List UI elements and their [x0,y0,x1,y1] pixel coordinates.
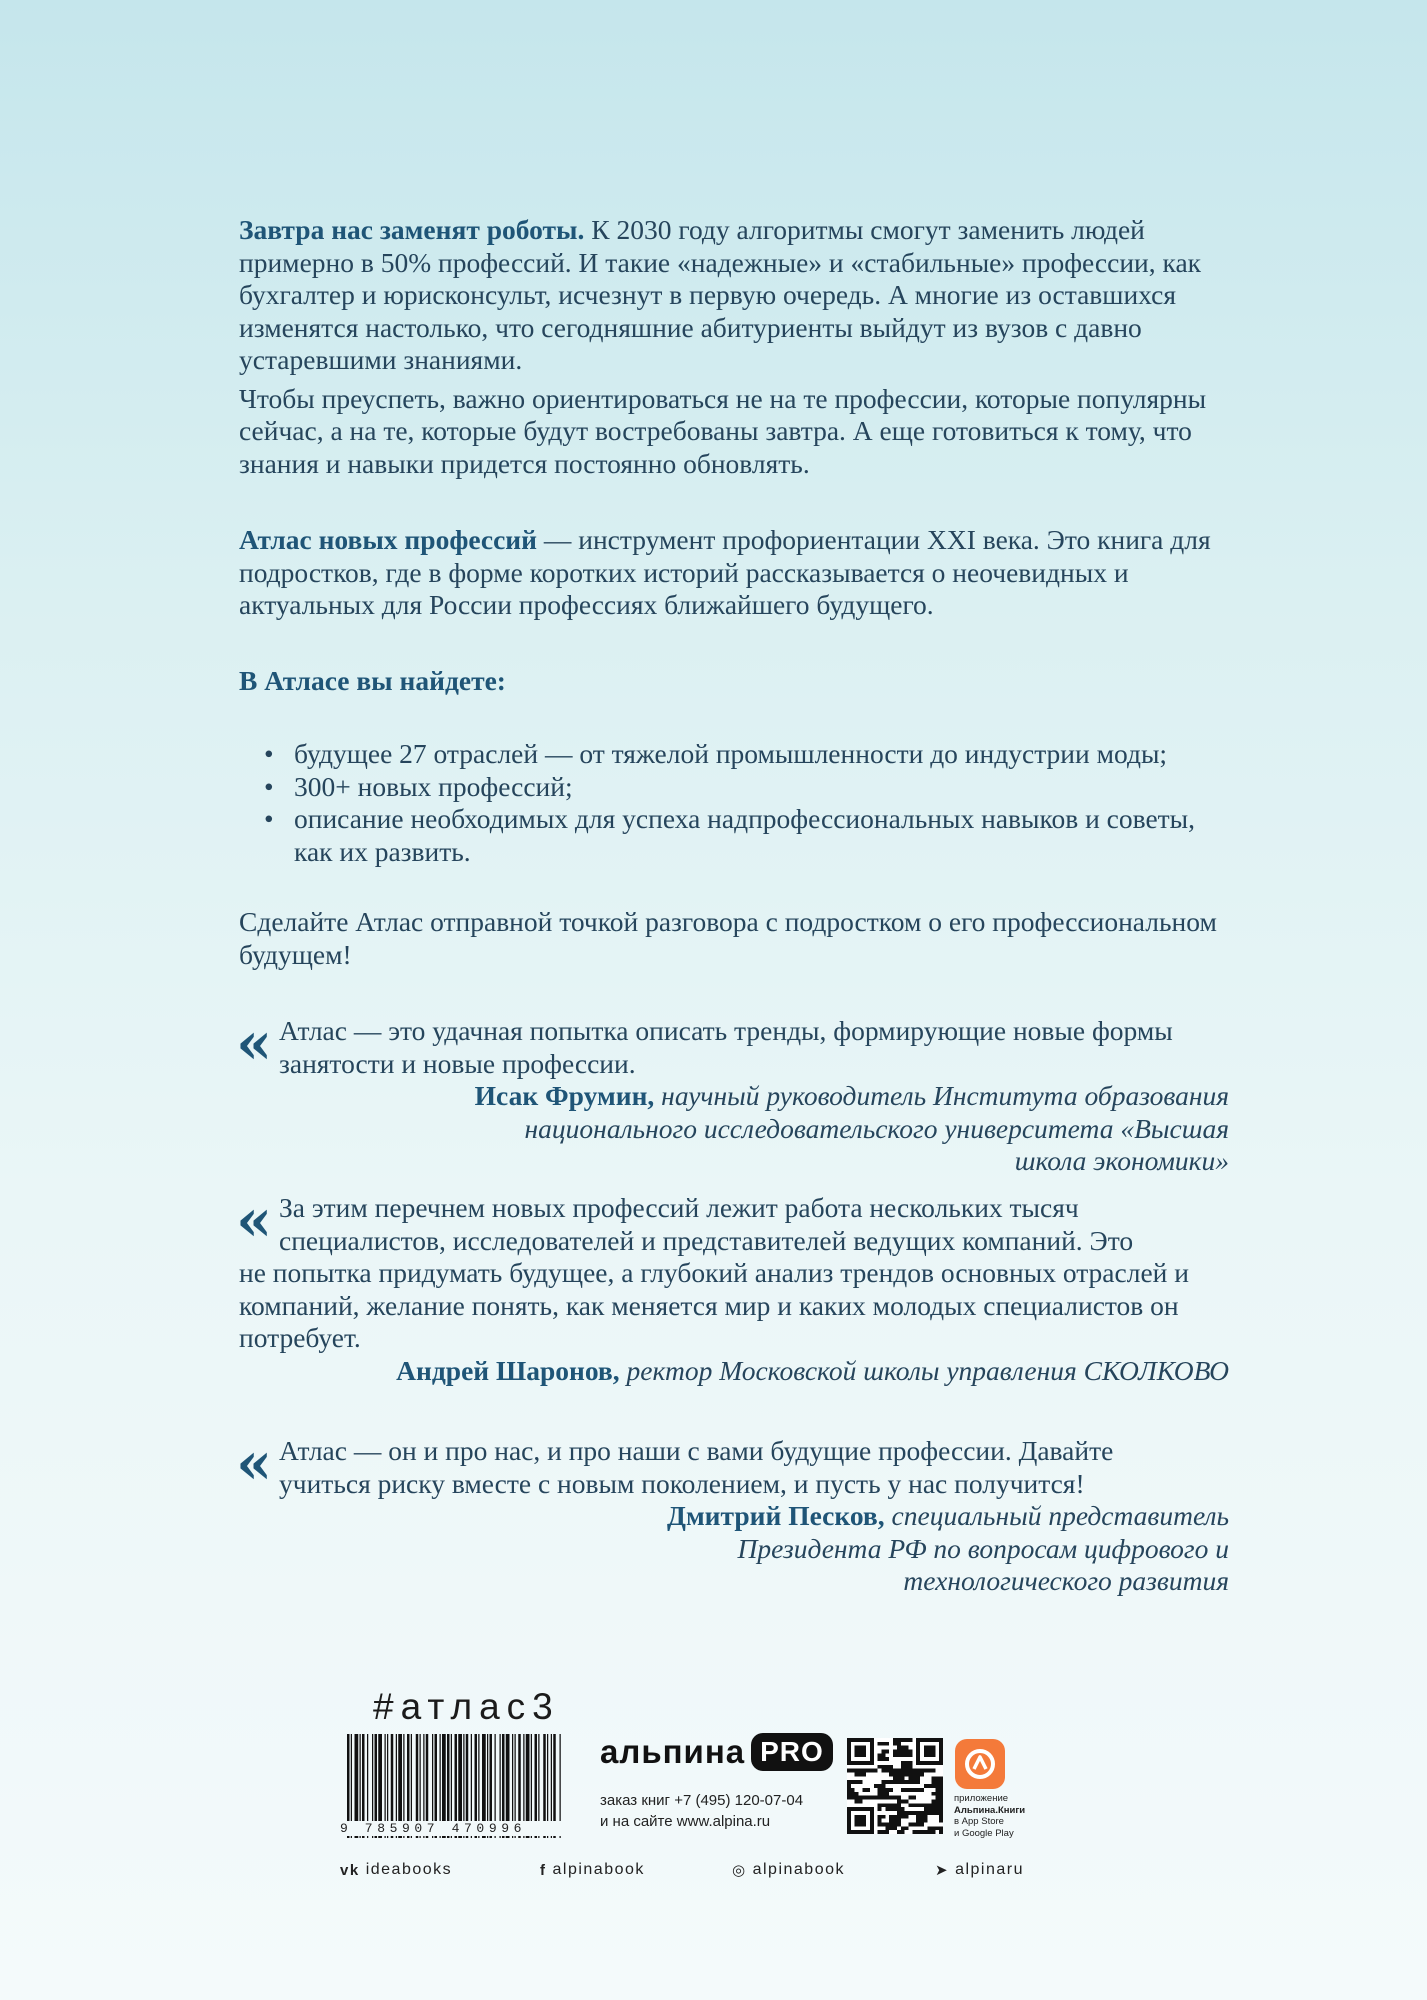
pro-badge: PRO [751,1733,833,1771]
cta-text: Сделайте Атлас отправной точкой разговора с подростком о его профессиональном будущем! [239,906,1217,970]
atlas-description [239,524,1229,622]
quote-role: специальный представитель Президента РФ по вопросам цифрового и технологического развития [737,1500,1229,1596]
publisher-logo: альпина PRO [600,1733,833,1771]
quote-attribution [239,1080,1229,1178]
social-facebook[interactable]: f alpinabook [540,1861,645,1879]
facebook-icon: f [540,1861,547,1879]
vk-icon: vk [340,1861,360,1879]
quote-attribution [239,1500,1229,1598]
order-website: и на сайте www.alpina.ru [600,1813,771,1830]
quote-author: Исак Фрумин, [474,1080,655,1111]
quote-frumin [236,1009,1229,1178]
atlas-title: Атлас новых профессий [239,524,537,555]
intro-lead: Завтра нас заменят роботы. [239,214,585,245]
quote-mark-icon: « [236,1009,273,1077]
quote-mark-icon: « [236,1186,273,1254]
list-item: • будущее 27 отраслей — от тяжелой промышленности до индустрии моды; [264,738,1224,771]
find-heading-text: В Атласе вы найдете: [239,665,506,696]
order-phone: заказ книг +7 (495) 120-07-04 [600,1792,804,1809]
app-store-info: приложение Альпина.Книги в App Store и Google Play [954,1793,1026,1839]
telegram-icon: ➤ [935,1862,950,1879]
social-links [340,1861,1023,1885]
list-item: • 300+ новых профессий; [264,771,1224,804]
quote-peskov [236,1429,1229,1598]
qr-code [847,1738,943,1834]
list-item: • описание необходимых для успеха надпрофессиональных навыков и советы, как их развить. [264,803,1224,868]
quote-sharonov [236,1186,1229,1387]
quote-author: Дмитрий Песков, [667,1500,885,1531]
social-instagram[interactable]: ◎ alpinabook [732,1861,845,1879]
alpina-app-icon [955,1739,1005,1789]
atlas-text: — инструмент профориентации XXI века. Это книга для подростков, где в форме коротких историй рассказывается о неочевидных и актуальных для России профессиях ближайшего будущего. [239,524,1211,620]
find-heading [239,665,1229,698]
intro-paragraph-1 [239,214,1229,377]
instagram-icon: ◎ [732,1862,747,1879]
intro-text: К 2030 году алгоритмы смогут заменить людей примерно в 50% профессий. И такие «надежные» и «стабильные» профессии, как бухгалтер и юрисконсульт, исчезнут в первую очередь. А многие из оставшихся изменятся настолько, что сегодняшние абитуриенты выйдут из вузов с давно устаревшими знаниями. [239,214,1202,375]
intro-block [239,214,1229,480]
quote-role: ректор Московской школы управления СКОЛКОВО [626,1354,1229,1386]
quote-role: научный руководитель Института образования национального исследовательского университета «Высшая школа экономики» [524,1080,1229,1176]
call-to-action [239,906,1229,971]
isbn-number: 9 785907 470996 [340,1821,570,1836]
intro-paragraph-2: Чтобы преуспеть, важно ориентироваться не на те профессии, которые популярны сейчас, а на те, которые будут востребованы завтра. А еще готовиться к тому, что знания и навыки придется постоянно обновлять. [239,382,1207,479]
quote-attribution [239,1355,1229,1388]
quote-author: Андрей Шаронов, [396,1354,620,1386]
quote-text: Атлас — это удачная попытка описать тренды, формирующие новые формы занятости и новые профессии. [279,1015,1173,1079]
quote-text: За этим перечнем новых профессий лежит работа нескольких тысяч специалистов, исследователей и представителей ведущих компаний. Это не попытка придумать будущее, а глубокий анализ трендов основных отраслей и компаний, желание понять, как меняется мир и каких молодых специалистов он потребует. [239,1192,1189,1353]
quote-text: Атлас — он и про нас, и про наши с вами будущие профессии. Давайте учиться риску вместе с новым поколением, и пусть у нас получится! [279,1435,1114,1499]
order-info [600,1790,803,1832]
social-vk[interactable]: vk ideabooks [340,1861,453,1879]
hashtag: #атлас3 [373,1686,560,1727]
features-list [264,738,1224,868]
social-telegram[interactable]: ➤ alpinaru [935,1861,1025,1879]
quote-mark-icon: « [236,1429,273,1497]
